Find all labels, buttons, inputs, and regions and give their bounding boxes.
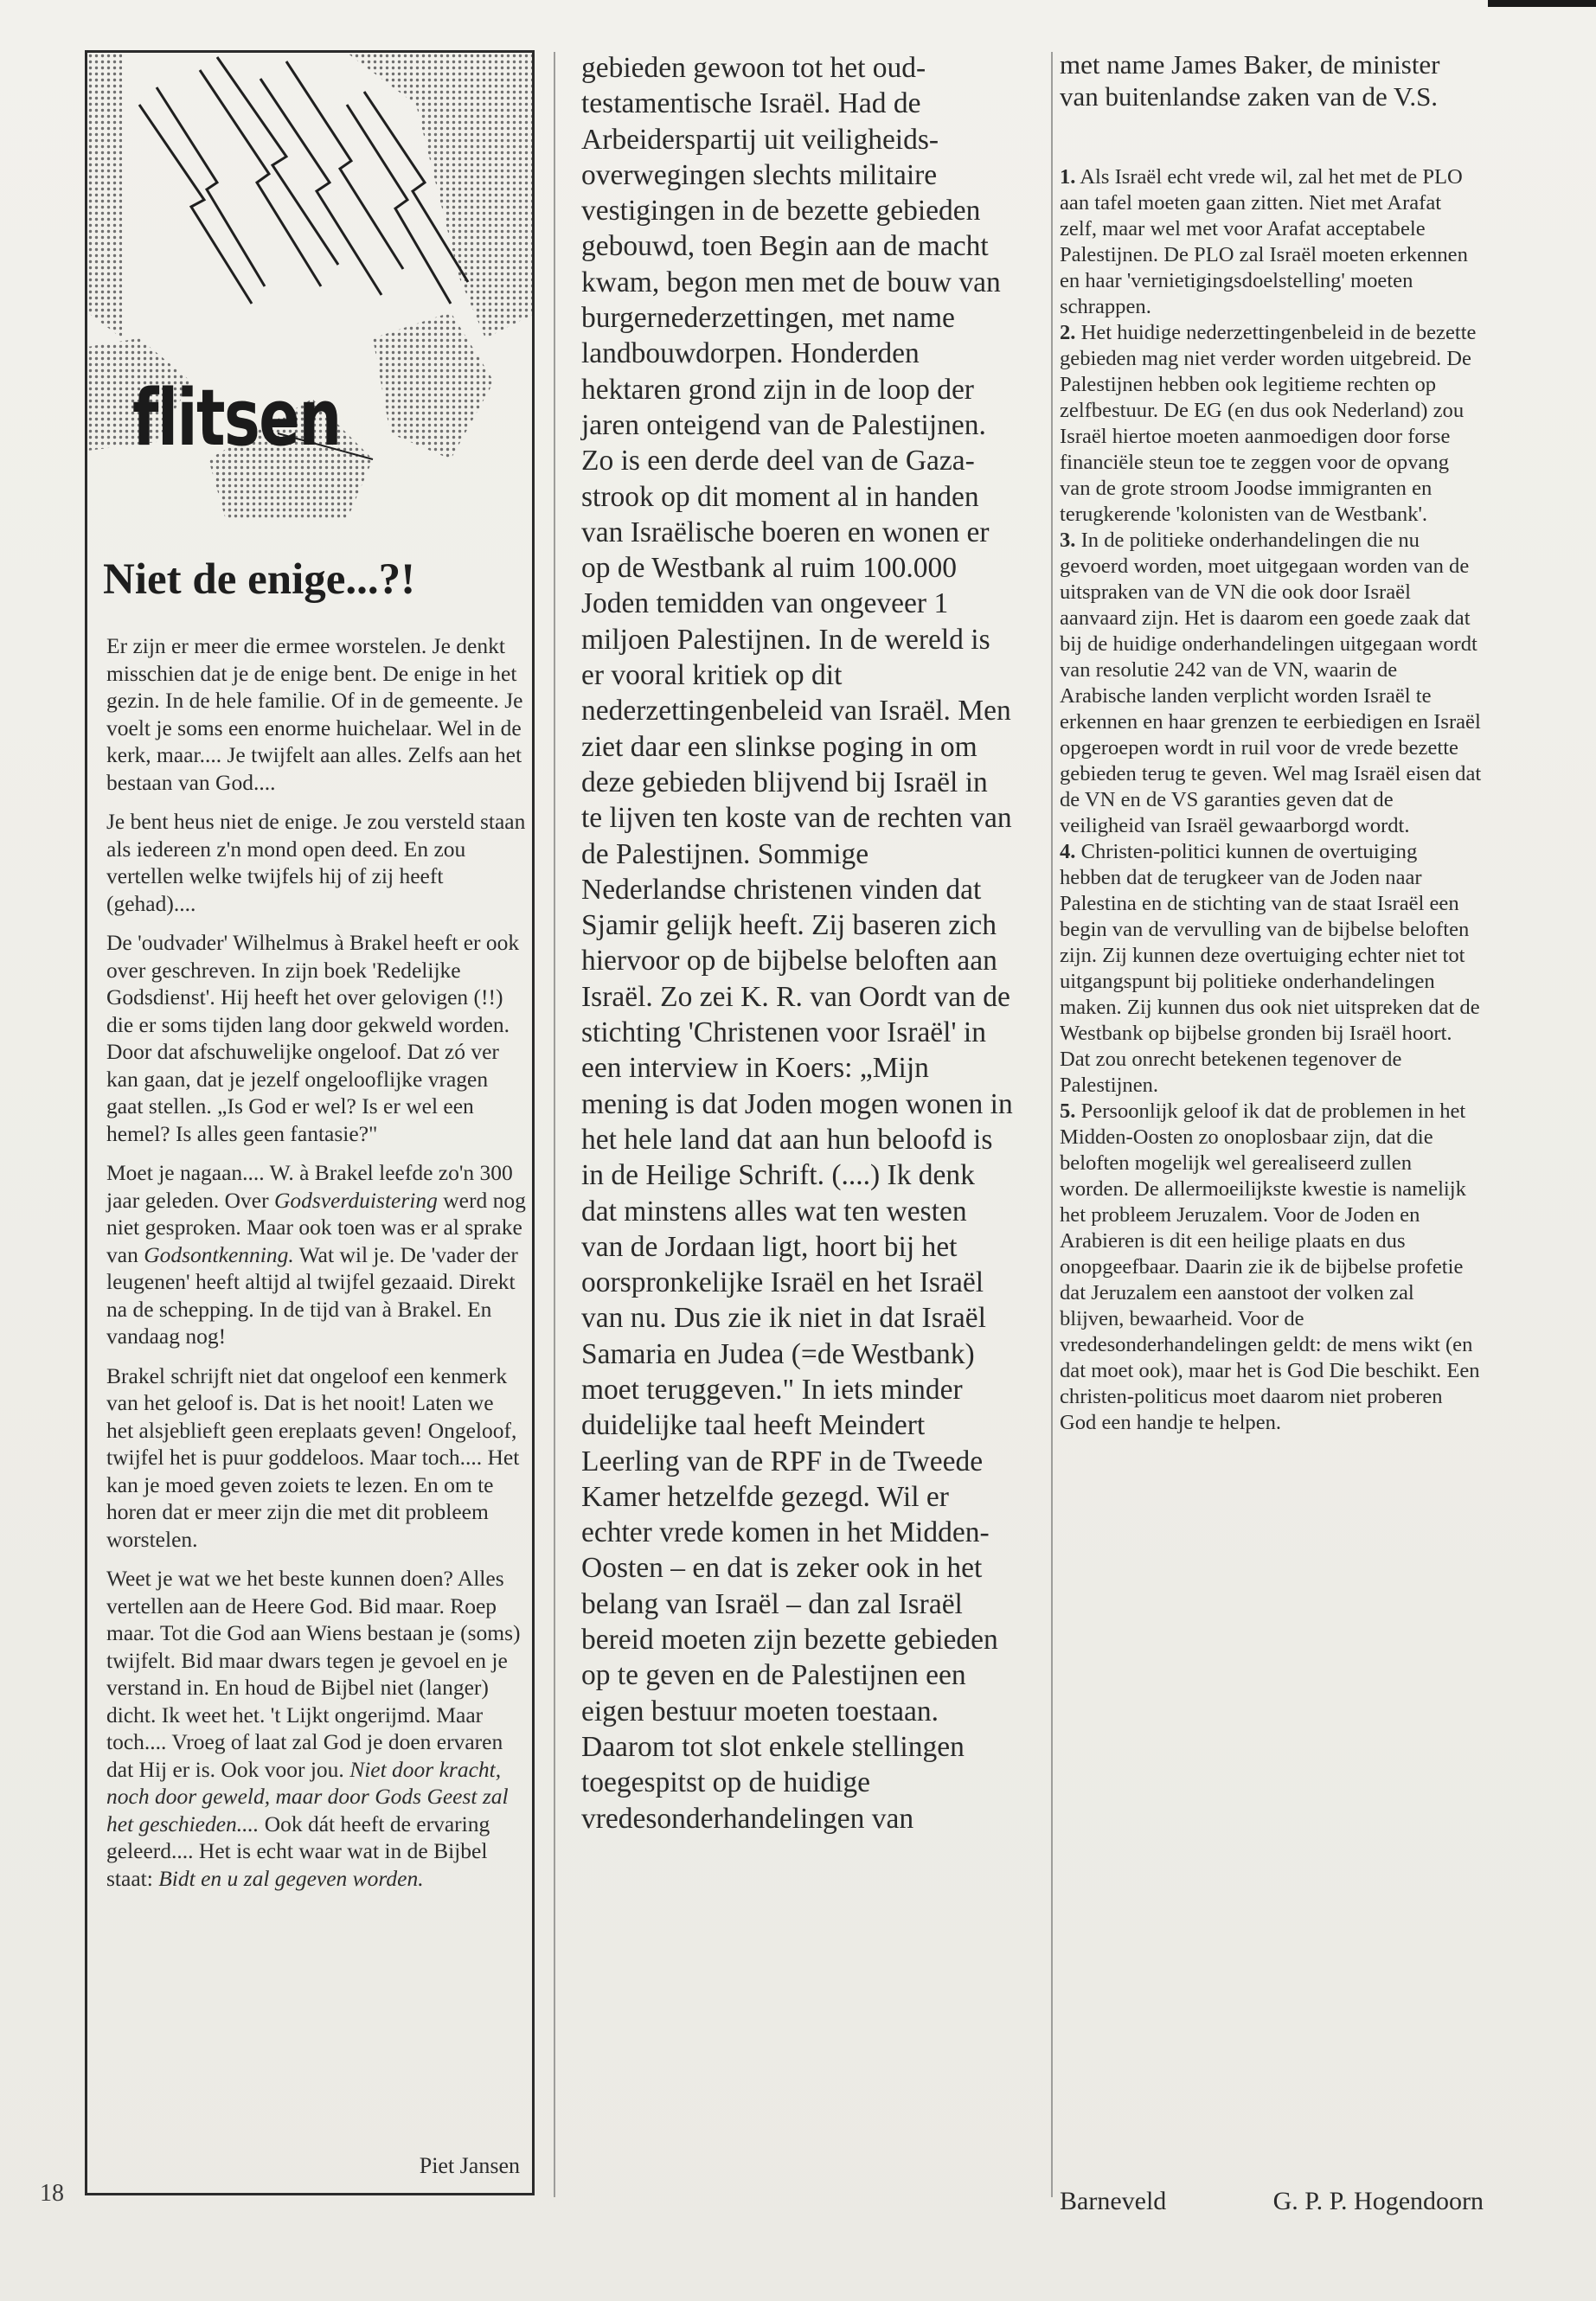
lightning-dots-illustration xyxy=(87,53,535,537)
point-item xyxy=(1060,1099,1484,1436)
point-item xyxy=(1060,164,1484,320)
paragraph: Je bent heus niet de enige. Je zou versteld staan als iedereen z'n mond open deed. En zou vertellen welke twijfels hij of zij heeft (gehad).... xyxy=(106,809,526,916)
text-run-italic: Niet door kracht, noch door geweld, maar door Gods Geest zal het geschieden.... xyxy=(106,1756,509,1836)
paragraph: Brakel schrijft niet dat ongeloof een kenmerk van het geloof is. Dat is het nooit! Laten we het alsjeblieft geen ereplaats geven! Ongeloof, twijfel het is puur goddeloos. Maar toch.... Het kan je moed geven zoiets te lezen. En om te horen dat er meer zijn die met dit probleem worstelen. xyxy=(106,1362,520,1552)
page-number: 18 xyxy=(40,2180,64,2207)
author-name: G. P. P. Hogendoorn xyxy=(1272,2187,1484,2215)
text-run: Wat wil je. De 'vader der leugenen' heeft altijd al twijfel gezaaid. Direkt na de schepping. In de tijd van à Brakel. En vandaag nog! xyxy=(106,1241,518,1349)
right-column-intro: met name James Baker, de minister van buitenlandse zaken van de V.S. xyxy=(1060,49,1440,112)
point-text: Als Israël echt vrede wil, zal het met de PLO aan tafel moeten gaan zitten. Niet met Arafat zelf, maar wel met voor Arafat acceptabele Palestijnen. De PLO zal Israël moeten erkennen en haar 'vernietigingsdoelstelling' moeten schrappen. xyxy=(1060,165,1468,318)
point-item xyxy=(1060,320,1484,528)
place-name: Barneveld xyxy=(1060,2187,1167,2215)
text-run: Weet je wat we het beste kunnen doen? Alles vertellen aan de Heere God. Bid maar. Roep maar. Tot die God aan Wiens bestaan je (soms) twijfelt. Bid maar dwars tegen je gevoel en je verstand in. En houd de Bijbel niet (langer) dicht. Ik weet het. 't Lijkt ongerijmd. Maar toch.... Vroeg of laat zal God je doen ervaren dat Hij er is. Ook voor jou. xyxy=(106,1566,521,1782)
paragraph xyxy=(106,1565,526,1892)
top-rule xyxy=(1488,0,1596,7)
article-title: Niet de enige...?! xyxy=(103,555,416,604)
text-run-italic: Godsverduistering xyxy=(273,1187,438,1213)
point-text: Christen-politici kunnen de overtuiging hebben dat de terugkeer van de Joden naar Palestina en de stichting van de staat Israël een begin van de vervulling van de bijbelse beloften zijn. Zij kunnen deze overtuiging echter niet tot uitgangspunt bij politieke onderhandelingen maken. Zij kunnen dus ook niet uitspreken dat de Westbank op bijbelse gronden bij Israël hoort. Dat zou onrecht betekenen tegenover de Palestijnen. xyxy=(1060,840,1480,1097)
flitsen-body xyxy=(106,632,526,1904)
text-run: werd nog niet gesproken. Maar ook toen was er al sprake van xyxy=(106,1187,526,1267)
paragraph xyxy=(106,1159,526,1350)
point-number: 5. xyxy=(1060,1099,1076,1123)
point-text: In de politieke onderhandelingen die nu gevoerd worden, moet uitgegaan worden van de uitspraken van de VN die ook door Israël aanvaard zijn. Het is daarom een goede zaak dat bij de huidige onderhandelingen uitgegaan wordt van resolutie 242 van de VN, waarin de Arabische landen verplicht worden Israël te erkennen en haar grenzen te eerbiedigen en Israël opgeroepen wordt in ruil voor de vrede bezette gebieden terug te geven. Wel mag Israël eisen dat de VN en de VS garanties geven dat de veiligheid van Israël gewaarborgd wordt. xyxy=(1060,529,1482,837)
text-run: Ook dát heeft de ervaring geleerd.... Het is echt waar wat in de Bijbel staat: xyxy=(106,1811,490,1891)
paragraph: De 'oudvader' Wilhelmus à Brakel heeft er ook over geschreven. In zijn boek 'Redelijke Godsdienst'. Hij heeft het over gelovigen (!!) die er soms tijden lang door gekweld worden. Door dat afschuwelijke ongeloof. Dat zó ver kan gaan, dat je jezelf ongelooflijke vragen gaat stellen. „Is God er wel? Is er wel een hemel? Is alles geen fantasie?" xyxy=(106,930,520,1146)
column-rule xyxy=(1051,52,1053,2197)
paragraph: Er zijn er meer die ermee worstelen. Je denkt misschien dat je de enige bent. De enige in het gezin. In de hele familie. Of in de gemeente. Je voelt je soms een enorme huichelaar. Wel in de kerk, maar.... Je twijfelt aan alles. Zelfs aan het bestaan van God.... xyxy=(106,633,523,795)
text-run-italic: Bidt en u zal gegeven worden. xyxy=(158,1865,424,1891)
point-text: Persoonlijk geloof ik dat de problemen in het Midden-Oosten zo onoplosbaar zijn, dat die beloften mogelijk wel gerealiseerd zullen worden. De allermoeilijkste kwestie is namelijk het probleem Jeruzalem. Voor de Joden en Arabieren is dit een heilige plaats en dus onopgeefbaar. Daarin zie ik de bijbelse profetie dat Jeruzalem een aanstoot der volken zal blijven, bewaarheid. Voor de vredesonderhandelingen geldt: de mens wikt (en dat moet ook), maar het is God Die beschikt. Een christen-politicus moet daarom niet proberen God een handje te helpen. xyxy=(1060,1099,1480,1434)
flitsen-logo: flitsen xyxy=(132,373,341,464)
article-signature xyxy=(1060,2187,1484,2216)
point-number: 2. xyxy=(1060,321,1076,344)
flitsen-box xyxy=(85,50,535,2195)
column-rule xyxy=(554,52,555,2197)
author-signature: Piet Jansen xyxy=(419,2153,520,2178)
point-number: 1. xyxy=(1060,165,1076,189)
right-column-points xyxy=(1060,164,1484,1436)
point-number: 4. xyxy=(1060,840,1076,863)
point-item xyxy=(1060,528,1484,839)
text-run-italic: Godsontkenning. xyxy=(144,1241,294,1267)
point-number: 3. xyxy=(1060,529,1076,552)
middle-column-text: gebieden gewoon tot het oud-testamentische Israël. Had de Arbeiderspartij uit veiligheids-overwegingen slechts militaire vestigingen in de bezette gebieden gebouwd, toen Begin aan de macht kwam, begon men met de bouw van burgernederzettingen, met name landbouwdorpen. Honderden hektaren grond zijn in de loop der jaren onteigend van de Palestijnen. Zo is een derde deel van de Gaza-strook op dit moment al in handen van Israëlische boeren en wonen er op de Westbank al ruim 100.000 Joden temidden van ongeveer 1 miljoen Palestijnen. In de wereld is er vooral kritiek op dit nederzettingenbeleid van Israël. Men ziet daar een slinkse poging in om deze gebieden blijvend bij Israël in te lijven ten koste van de rechten van de Palestijnen. Sommige Nederlandse christenen vinden dat Sjamir gelijk heeft. Zij baseren zich hiervoor op de bijbelse beloften aan Israël. Zo zei K. R. van Oordt van de stichting 'Christenen voor Israël' in een interview in Koers: „Mijn mening is dat Joden mogen wonen in het hele land dat aan hun beloofd is in de Heilige Schrift. (....) Ik denk dat minstens alles wat ten westen van de Jordaan ligt, hoort bij het oorspronkelijke Israël en het Israël van nu. Dus zie ik niet in dat Israël Samaria en Judea (=de Westbank) moet teruggeven." In iets minder duidelijke taal heeft Meindert Leerling van de RPF in de Tweede Kamer hetzelfde gezegd. Wil er echter vrede komen in het Midden-Oosten – en dat is zeker ook in het belang van Israël – dan zal Israël bereid moeten zijn bezette gebieden op te geven en de Palestijnen een eigen bestuur moeten toestaan. Daarom tot slot enkele stellingen toegespitst op de huidige vredesonderhandelingen van xyxy=(581,52,1013,1835)
point-item xyxy=(1060,839,1484,1099)
point-text: Het huidige nederzettingenbeleid in de bezette gebieden mag niet verder worden uitgebreid. De Palestijnen hebben ook legitieme rechten op zelfbestuur. De EG (en dus ook Nederland) zou Israël hiertoe moeten aanmoedigen door forse financiële steun toe te zeggen voor de opvang van de grote stroom Joodse immigranten en terugkerende 'kolonisten van de Westbank'. xyxy=(1060,321,1477,526)
text-run: Moet je nagaan.... W. à Brakel leefde zo'n 300 jaar geleden. Over xyxy=(106,1160,513,1213)
